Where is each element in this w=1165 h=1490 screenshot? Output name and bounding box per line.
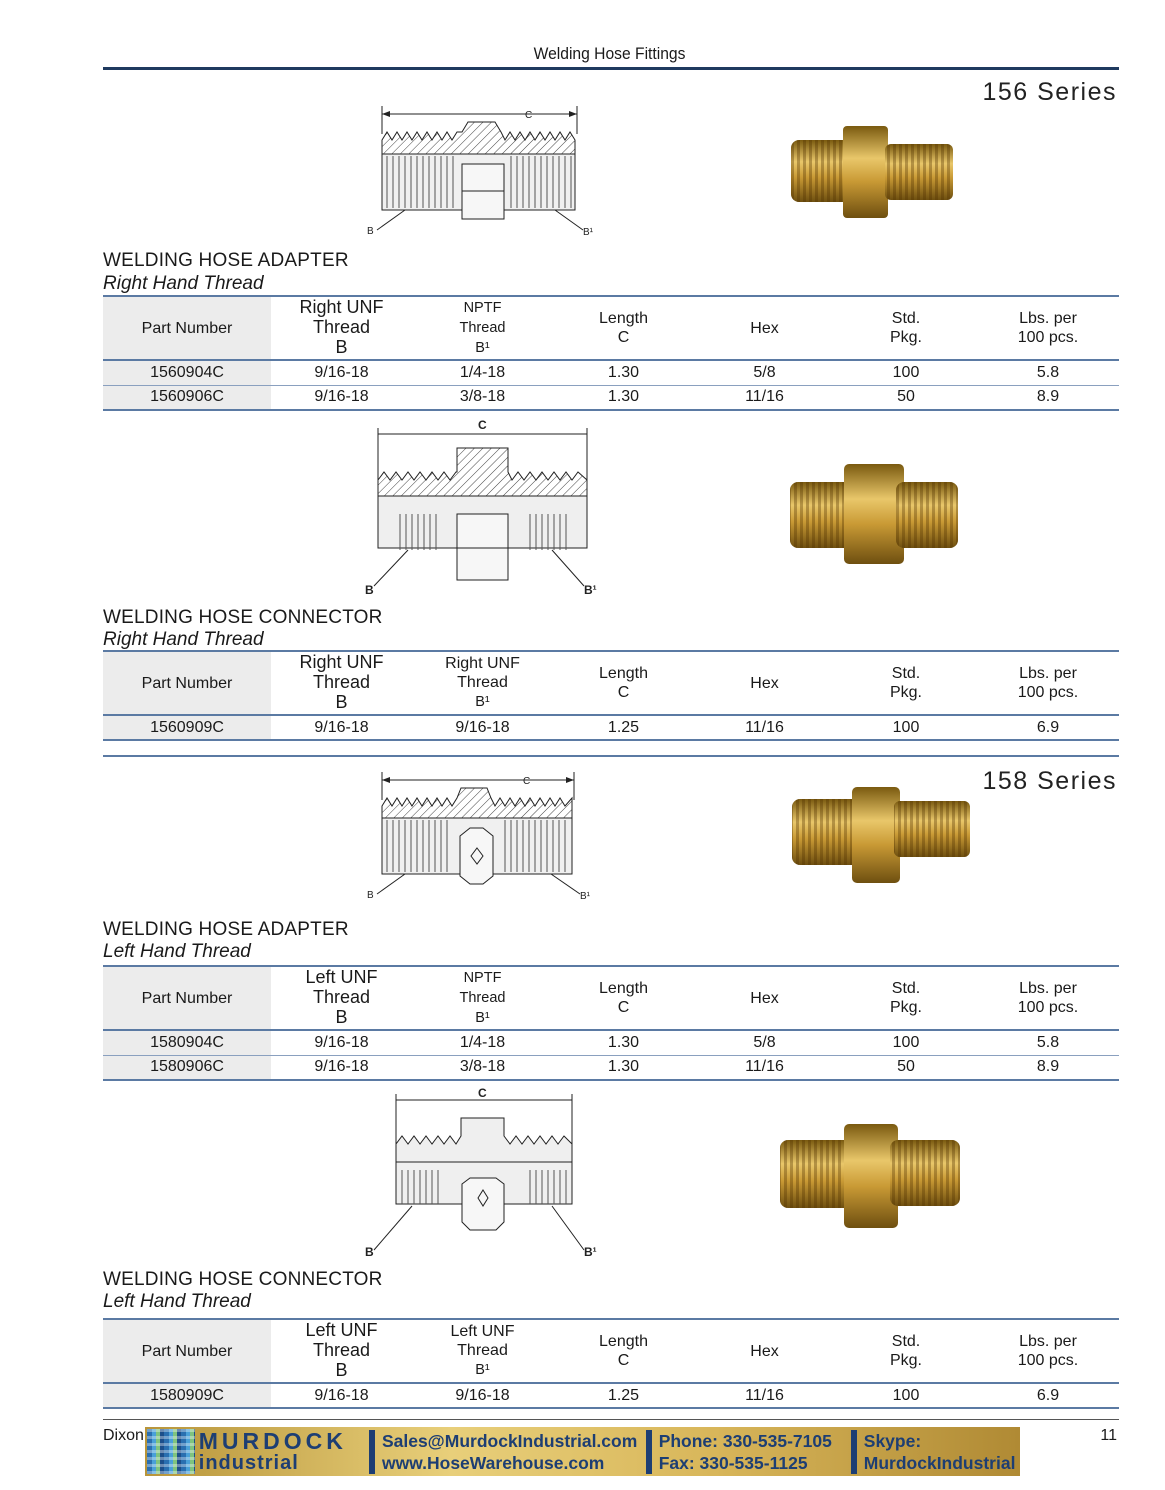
col-part-number: Part Number bbox=[103, 296, 271, 360]
table-row bbox=[103, 385, 1119, 410]
product-1-subtitle: Right Hand Thread bbox=[103, 273, 264, 294]
table-row bbox=[103, 1055, 1119, 1080]
footer-brand: Dixon bbox=[103, 1427, 144, 1444]
table-cell: 5.8 bbox=[977, 360, 1119, 385]
col-pkg: Std. Pkg. bbox=[889, 980, 922, 1016]
email-link[interactable]: Sales@MurdockIndustrial.com bbox=[381, 1430, 638, 1451]
table-cell: 100 bbox=[835, 1030, 977, 1055]
dim-b1-label: B¹ bbox=[584, 583, 597, 597]
dealer-brand: MURDOCK industrial bbox=[198, 1427, 347, 1474]
dim-b1-label: B¹ bbox=[584, 1245, 597, 1259]
adapter-drawing-156 bbox=[365, 104, 595, 239]
dim-b1-label: B¹ bbox=[580, 891, 590, 902]
table-cell: 1.30 bbox=[553, 385, 694, 410]
series-156-label: 156 Series bbox=[982, 78, 1117, 106]
table-cell: 6.9 bbox=[977, 1383, 1119, 1408]
col-b1: NPTF Thread B¹ bbox=[459, 300, 506, 356]
fax-number: Fax: 330-535-1125 bbox=[658, 1452, 808, 1473]
col-pkg: Std. Pkg. bbox=[889, 665, 922, 701]
product-3-title: WELDING HOSE ADAPTER bbox=[103, 919, 349, 940]
spec-table-1 bbox=[103, 295, 1119, 411]
table-cell: 1.30 bbox=[553, 1030, 694, 1055]
dim-b-label: B bbox=[367, 226, 374, 237]
table-cell: 8.9 bbox=[977, 385, 1119, 410]
col-b: Right UNF Thread B bbox=[299, 652, 384, 712]
connector-drawing-156 bbox=[360, 418, 605, 600]
col-pkg: Std. Pkg. bbox=[889, 1333, 922, 1369]
table-cell: 9/16-18 bbox=[271, 385, 412, 410]
spec-table-4 bbox=[103, 1318, 1119, 1409]
dealer-banner[interactable] bbox=[145, 1427, 1020, 1476]
col-hex: Hex bbox=[750, 319, 779, 337]
product-2-title: WELDING HOSE CONNECTOR bbox=[103, 607, 383, 628]
header-rule bbox=[103, 67, 1119, 70]
dim-b-label: B bbox=[365, 1245, 374, 1259]
connector-photo-156 bbox=[788, 462, 960, 566]
col-b: Left UNF Thread B bbox=[305, 967, 378, 1027]
table-cell: 9/16-18 bbox=[271, 360, 412, 385]
table-cell: 11/16 bbox=[694, 385, 835, 410]
dim-b-label: B bbox=[367, 890, 374, 901]
connector-drawing-158 bbox=[360, 1086, 605, 1262]
page-number: 11 bbox=[1100, 1427, 1117, 1444]
col-b1: Right UNF Thread B¹ bbox=[445, 655, 520, 710]
col-part-number: Part Number bbox=[103, 966, 271, 1030]
table-cell: 11/16 bbox=[694, 715, 835, 740]
col-lbs: Lbs. per 100 pcs. bbox=[1017, 310, 1079, 346]
footer-rule bbox=[103, 1419, 1119, 1420]
col-pkg: Std. Pkg. bbox=[889, 310, 922, 346]
product-2-subtitle: Right Hand Thread bbox=[103, 629, 264, 650]
table-cell: 11/16 bbox=[694, 1383, 835, 1408]
table-cell: 1/4-18 bbox=[412, 360, 553, 385]
spec-table-3 bbox=[103, 965, 1119, 1081]
table-cell: 5/8 bbox=[694, 1030, 835, 1055]
dim-c-label: C bbox=[523, 776, 531, 787]
col-b1: NPTF Thread B¹ bbox=[459, 970, 506, 1026]
col-b: Right UNF Thread B bbox=[299, 297, 384, 357]
table-row bbox=[103, 1383, 1119, 1408]
col-lbs: Lbs. per 100 pcs. bbox=[1017, 1333, 1079, 1369]
table-cell: 9/16-18 bbox=[271, 715, 412, 740]
product-4-title: WELDING HOSE CONNECTOR bbox=[103, 1269, 383, 1290]
adapter-photo-156 bbox=[785, 122, 960, 222]
table-cell: 9/16-18 bbox=[412, 1383, 553, 1408]
table-cell: 9/16-18 bbox=[271, 1030, 412, 1055]
section-divider bbox=[103, 755, 1119, 757]
col-b: Left UNF Thread B bbox=[305, 1320, 378, 1380]
dealer-contact-phone bbox=[646, 1430, 845, 1474]
col-hex: Hex bbox=[750, 1342, 779, 1360]
col-lbs: Lbs. per 100 pcs. bbox=[1017, 980, 1079, 1016]
col-b1: Left UNF Thread B¹ bbox=[450, 1323, 515, 1378]
skype-id: MurdockIndustrial bbox=[863, 1452, 1016, 1473]
col-part-number: Part Number bbox=[103, 651, 271, 715]
col-hex: Hex bbox=[750, 674, 779, 692]
col-length: Length C bbox=[599, 1333, 648, 1369]
spec-table-2 bbox=[103, 650, 1119, 741]
table-cell: 3/8-18 bbox=[412, 385, 553, 410]
dim-b1-label: B¹ bbox=[583, 227, 593, 238]
table-cell: 8.9 bbox=[977, 1055, 1119, 1080]
table-cell: 1/4-18 bbox=[412, 1030, 553, 1055]
col-lbs: Lbs. per 100 pcs. bbox=[1017, 665, 1079, 701]
col-length: Length C bbox=[599, 665, 648, 701]
col-hex: Hex bbox=[750, 989, 779, 1007]
table-cell: 50 bbox=[835, 385, 977, 410]
table-cell: 5.8 bbox=[977, 1030, 1119, 1055]
part-number-cell: 1560906C bbox=[103, 385, 271, 410]
table-cell: 6.9 bbox=[977, 715, 1119, 740]
table-row bbox=[103, 715, 1119, 740]
product-3-subtitle: Left Hand Thread bbox=[103, 941, 251, 962]
murdock-logo-icon bbox=[147, 1429, 195, 1474]
table-cell: 50 bbox=[835, 1055, 977, 1080]
table-cell: 1.25 bbox=[553, 1383, 694, 1408]
table-cell: 5/8 bbox=[694, 360, 835, 385]
adapter-drawing-158 bbox=[365, 770, 595, 905]
phone-number: Phone: 330-535-7105 bbox=[658, 1430, 832, 1451]
table-row bbox=[103, 1030, 1119, 1055]
col-length: Length C bbox=[599, 980, 648, 1016]
skype-label: Skype: bbox=[863, 1430, 922, 1451]
product-1-title: WELDING HOSE ADAPTER bbox=[103, 250, 349, 271]
part-number-cell: 1560909C bbox=[103, 715, 271, 740]
table-cell: 1.30 bbox=[553, 360, 694, 385]
header-title: Welding Hose Fittings bbox=[534, 44, 686, 63]
table-cell: 11/16 bbox=[694, 1055, 835, 1080]
table-cell: 9/16-18 bbox=[412, 715, 553, 740]
adapter-photo-158 bbox=[790, 785, 972, 885]
dealer-contact-email[interactable] bbox=[369, 1430, 640, 1474]
product-4-subtitle: Left Hand Thread bbox=[103, 1291, 251, 1312]
table-cell: 3/8-18 bbox=[412, 1055, 553, 1080]
col-part-number: Part Number bbox=[103, 1319, 271, 1383]
table-cell: 1.25 bbox=[553, 715, 694, 740]
table-cell: 100 bbox=[835, 715, 977, 740]
part-number-cell: 1580906C bbox=[103, 1055, 271, 1080]
table-row bbox=[103, 360, 1119, 385]
page-header bbox=[0, 44, 1165, 64]
website-link[interactable]: www.HoseWarehouse.com bbox=[381, 1452, 605, 1473]
table-cell: 9/16-18 bbox=[271, 1383, 412, 1408]
table-cell: 100 bbox=[835, 360, 977, 385]
dealer-contact-skype bbox=[851, 1430, 1020, 1474]
dim-c-label: C bbox=[478, 418, 487, 432]
part-number-cell: 1580904C bbox=[103, 1030, 271, 1055]
col-length: Length C bbox=[599, 310, 648, 346]
connector-photo-158 bbox=[778, 1122, 963, 1230]
part-number-cell: 1560904C bbox=[103, 360, 271, 385]
series-158-label: 158 Series bbox=[982, 767, 1117, 795]
dim-c-label: C bbox=[525, 110, 533, 121]
part-number-cell: 1580909C bbox=[103, 1383, 271, 1408]
table-cell: 1.30 bbox=[553, 1055, 694, 1080]
table-cell: 100 bbox=[835, 1383, 977, 1408]
dim-c-label: C bbox=[478, 1086, 487, 1100]
dim-b-label: B bbox=[365, 583, 374, 597]
table-cell: 9/16-18 bbox=[271, 1055, 412, 1080]
